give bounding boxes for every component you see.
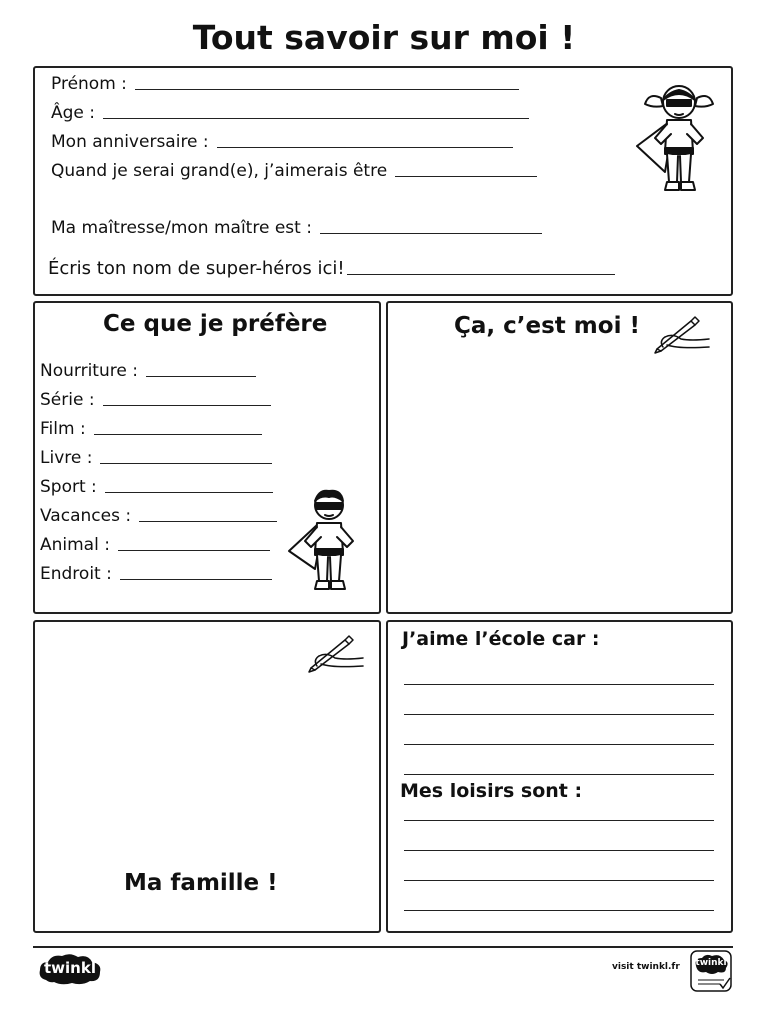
- logo-text: twinkl: [44, 959, 96, 977]
- pref-label: Nourriture :: [40, 361, 138, 381]
- loisirs-line[interactable]: [404, 910, 714, 911]
- superhero-girl-icon: [631, 78, 727, 203]
- badge-text: twinkl: [695, 958, 727, 968]
- pref-row-endroit: [40, 564, 272, 584]
- pref-label: Série :: [40, 390, 95, 410]
- hand-pencil-icon: [305, 634, 367, 672]
- twinkl-logo: [38, 952, 102, 986]
- prefs-box: [33, 301, 381, 614]
- prenom-field[interactable]: [135, 89, 519, 90]
- loisirs-line[interactable]: [404, 850, 714, 851]
- pref-field[interactable]: [120, 579, 272, 580]
- moi-box: [386, 301, 733, 614]
- pref-row-nourriture: [40, 361, 256, 381]
- age-label: Âge :: [51, 103, 96, 123]
- hand-pencil-icon: [651, 315, 713, 353]
- ecole-title: J’aime l’école car :: [402, 628, 600, 650]
- ecole-line[interactable]: [404, 744, 714, 745]
- prenom-label: Prénom :: [51, 74, 127, 94]
- anniversaire-label: Mon anniversaire :: [51, 132, 209, 152]
- grand-field[interactable]: [395, 176, 537, 177]
- ecole-box: [386, 620, 733, 933]
- moi-title: Ça, c’est moi !: [454, 313, 640, 339]
- pref-field[interactable]: [105, 492, 273, 493]
- ecole-line[interactable]: [404, 774, 714, 775]
- pref-row-vacances: [40, 506, 277, 526]
- superheros-row: [48, 258, 615, 279]
- famille-box: [33, 620, 381, 933]
- pref-row-serie: [40, 390, 271, 410]
- famille-title: Ma famille !: [124, 870, 278, 896]
- pref-label: Animal :: [40, 535, 110, 555]
- pref-field[interactable]: [139, 521, 277, 522]
- pref-field[interactable]: [100, 463, 272, 464]
- info-box: [33, 66, 733, 296]
- anniversaire-row: [51, 132, 513, 152]
- maitresse-row: [51, 218, 542, 238]
- pref-field[interactable]: [94, 434, 262, 435]
- pref-field[interactable]: [118, 550, 270, 551]
- pref-field[interactable]: [103, 405, 271, 406]
- anniversaire-field[interactable]: [217, 147, 513, 148]
- pref-label: Livre :: [40, 448, 93, 468]
- superheros-label: Écris ton nom de super-héros ici!: [48, 258, 345, 279]
- pref-label: Vacances :: [40, 506, 132, 526]
- loisirs-line[interactable]: [404, 880, 714, 881]
- grand-row: [51, 161, 537, 181]
- pref-field[interactable]: [146, 376, 256, 377]
- prefs-title: Ce que je préfère: [103, 311, 328, 337]
- superheros-field[interactable]: [347, 274, 615, 275]
- pref-label: Endroit :: [40, 564, 112, 584]
- maitresse-field[interactable]: [320, 233, 542, 234]
- pref-row-livre: [40, 448, 272, 468]
- age-field[interactable]: [103, 118, 529, 119]
- pref-row-film: [40, 419, 262, 439]
- pref-label: Sport :: [40, 477, 97, 497]
- superhero-boy-icon: [285, 485, 371, 597]
- ecole-line[interactable]: [404, 684, 714, 685]
- quality-badge: [690, 950, 732, 992]
- prenom-row: [51, 74, 519, 94]
- pref-row-sport: [40, 477, 273, 497]
- page-title: Tout savoir sur moi !: [192, 18, 576, 57]
- loisirs-line[interactable]: [404, 820, 714, 821]
- grand-label: Quand je serai grand(e), j’aimerais être: [51, 161, 388, 181]
- age-row: [51, 103, 529, 123]
- visit-link[interactable]: visit twinkl.fr: [612, 962, 680, 972]
- pref-row-animal: [40, 535, 270, 555]
- pref-label: Film :: [40, 419, 86, 439]
- ecole-line[interactable]: [404, 714, 714, 715]
- maitresse-label: Ma maîtresse/mon maître est :: [51, 218, 312, 238]
- loisirs-title: Mes loisirs sont :: [400, 780, 583, 802]
- footer-divider: [33, 946, 733, 948]
